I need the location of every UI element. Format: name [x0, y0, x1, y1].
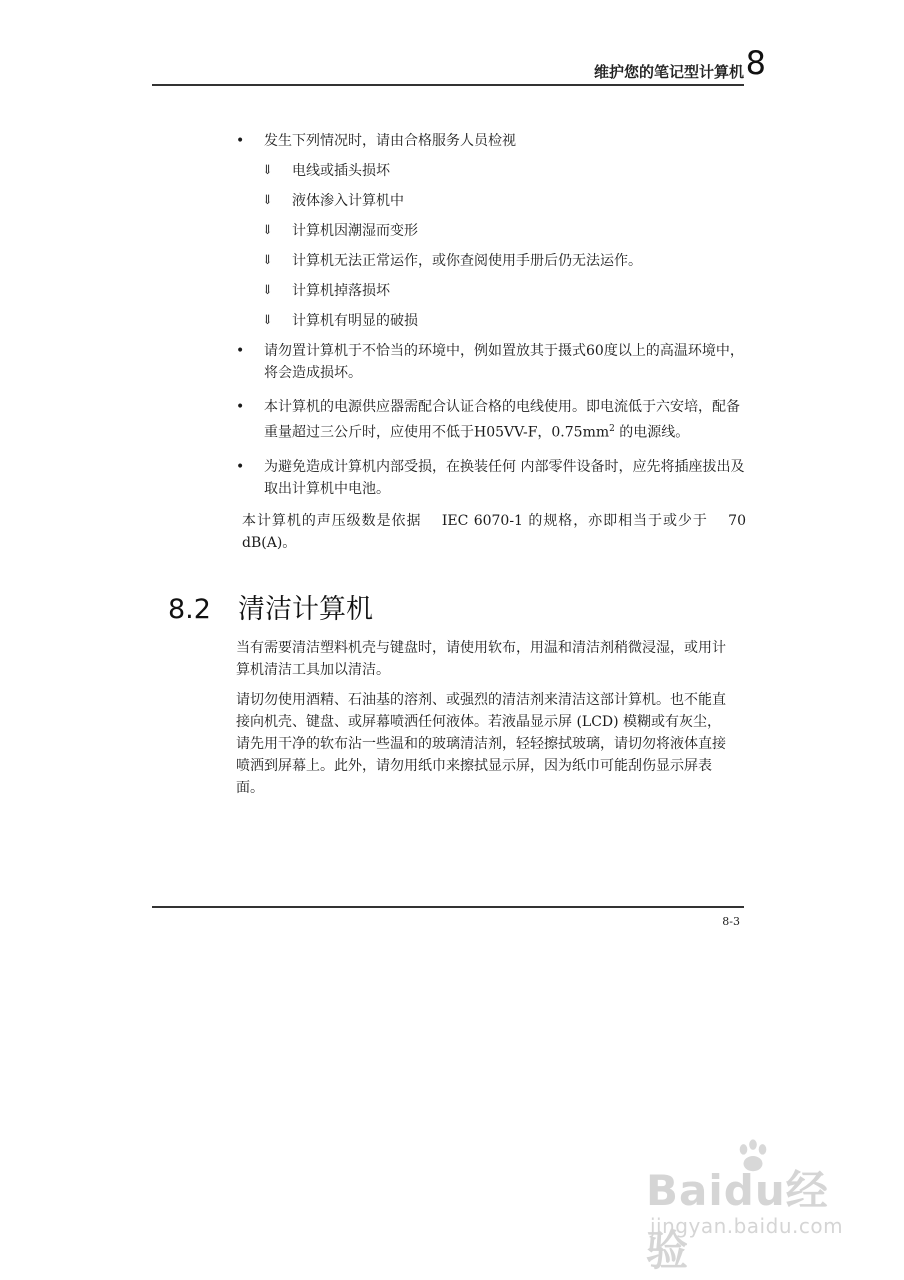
bullet-text-tail: 的电源线。	[614, 424, 690, 441]
bullet-text: 为避免造成计算机内部受损，在换装任何 内部零件设备时，应先将插座拔出及取出计算机中电池。	[264, 458, 745, 497]
arrow-down-icon: ⇓	[262, 313, 273, 328]
sub-item	[236, 250, 746, 272]
sub-item-text: 计算机有明显的破损	[292, 313, 418, 329]
paragraph: 当有需要清洁塑料机壳与键盘时，请使用软布，用温和清洁剂稍微浸湿，或用计算机清洁工具加以清洁。	[236, 640, 726, 678]
arrow-down-icon: ⇓	[262, 283, 273, 298]
paragraph: 请切勿使用酒精、石油基的溶剂、或强烈的清洁剂来清洁这部计算机。也不能直接向机壳、键盘、或屏幕喷洒任何液体。若液晶显示屏 (LCD) 模糊或有灰尘，请先用干净的软布沾一些温和的玻璃清洁剂，轻轻擦拭玻璃，请切勿将液体直接喷洒到屏幕上。此外，请勿用纸巾来擦拭显示屏，因为纸巾可能刮伤显示屏表面。	[236, 692, 726, 796]
sub-item-text: 计算机无法正常运作，或你查阅使用手册后仍无法运作。	[292, 253, 642, 269]
chapter-title: 维护您的笔记型计算机	[593, 63, 744, 81]
sub-item	[236, 190, 746, 212]
bullet-text: 请勿置计算机于不恰当的环境中，例如置放其于摄式60度以上的高温环境中，将会造成损坏。	[264, 343, 744, 381]
bullet-dot-icon: •	[236, 343, 245, 359]
bullet-item	[236, 130, 746, 152]
page-number: 8-3	[722, 915, 740, 928]
header-rule	[152, 84, 744, 86]
section-number: 8.2	[168, 594, 211, 625]
sub-item-text: 电线或插头损坏	[292, 163, 390, 179]
section-title: 清洁计算机	[238, 594, 373, 625]
sound-pressure-note: 本计算机的声压级数是依据 IEC 6070-1 的规格，亦即相当于或少于 70 dB(A)。	[242, 512, 746, 551]
superscript: 2	[609, 424, 615, 434]
bullet-dot-icon: •	[236, 458, 245, 475]
bullet-dot-icon: •	[236, 399, 245, 415]
sub-item-text: 液体渗入计算机中	[292, 193, 404, 209]
chapter-number: 8	[745, 44, 766, 82]
sub-item	[236, 220, 746, 242]
bullet-item	[236, 456, 746, 500]
watermark-logo-text: Baidu经验	[646, 1166, 829, 1275]
watermark-url: jingyan.baidu.com	[650, 1214, 844, 1238]
bullet-item	[236, 340, 746, 384]
safety-list	[236, 130, 746, 554]
arrow-down-icon: ⇓	[262, 193, 273, 208]
sub-item	[236, 280, 746, 302]
bullet-text: 本计算机的电源供应器需配合认证合格的电线使用。即电流低于六安培，配备重量超过三公斤时，应使用不低于H05VV-F，0.75mm	[264, 399, 740, 441]
section-body	[236, 637, 734, 807]
sub-item	[236, 160, 746, 182]
arrow-down-icon: ⇓	[262, 253, 273, 268]
sub-item-text: 计算机因潮湿而变形	[292, 223, 418, 239]
baidu-watermark	[646, 1138, 856, 1275]
bullet-text: 发生下列情况时，请由合格服务人员检视	[264, 133, 516, 149]
bullet-item	[236, 396, 746, 444]
arrow-down-icon: ⇓	[262, 163, 273, 178]
footer-rule	[152, 906, 744, 908]
sub-item	[236, 310, 746, 332]
bullet-dot-icon: •	[236, 133, 245, 149]
arrow-down-icon: ⇓	[262, 223, 273, 238]
sub-item-text: 计算机掉落损坏	[292, 283, 390, 299]
section-heading	[168, 587, 373, 626]
